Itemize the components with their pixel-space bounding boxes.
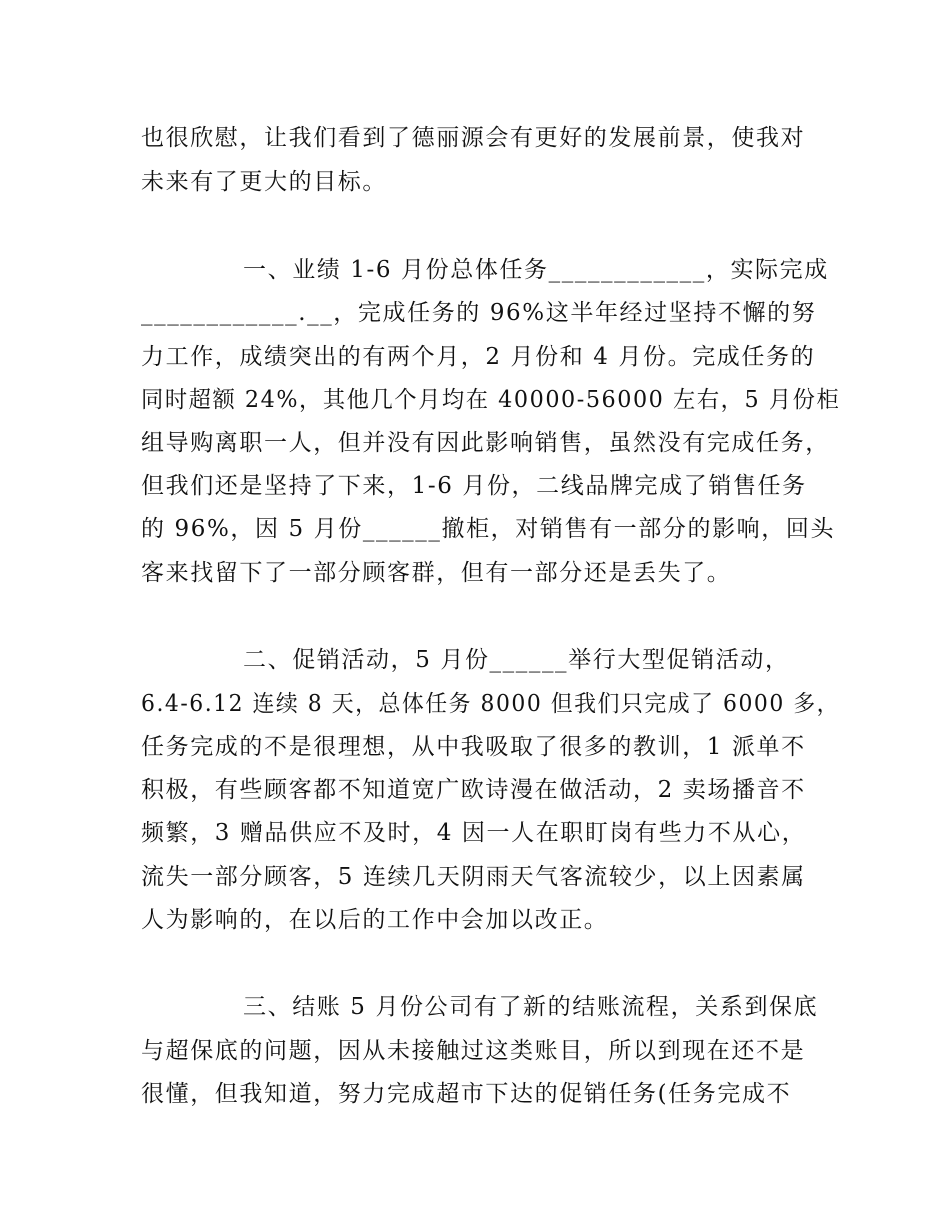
text-line: 三、结账 5 月份公司有了新的结账流程，关系到保底 bbox=[243, 994, 819, 1020]
text-line: 同时超额 24%，其他几个月均在 40000-56000 左右，5 月份柜 bbox=[141, 387, 841, 413]
text-line: 也很欣慰，让我们看到了德丽源会有更好的发展前景，使我对 bbox=[141, 125, 806, 151]
text-line: 很懂，但我知道，努力完成超市下达的促销任务(任务完成不 bbox=[141, 1081, 792, 1107]
text-line: 与超保底的问题，因从未接触过这类账目，所以到现在还不是 bbox=[141, 1038, 806, 1064]
text-line: 频繁，3 赠品供应不及时，4 因一人在职盯岗有些力不从心， bbox=[141, 820, 807, 846]
text-line: 未来有了更大的目标。 bbox=[141, 169, 387, 195]
text-line: 人为影响的，在以后的工作中会加以改正。 bbox=[141, 907, 609, 933]
text-line: 积极，有些顾客都不知道宽广欧诗漫在做活动，2 卖场播音不 bbox=[141, 777, 806, 803]
text-line: ____________.__，完成任务的 96%这半年经过坚持不懈的努 bbox=[141, 300, 817, 326]
text-line: 流失一部分顾客，5 连续几天阴雨天气客流较少，以上因素属 bbox=[141, 864, 806, 890]
text-line: 组导购离职一人，但并没有因此影响销售，虽然没有完成任务， bbox=[141, 430, 830, 456]
text-line: 任务完成的不是很理想，从中我吸取了很多的教训，1 派单不 bbox=[141, 734, 806, 760]
text-line: 二、促销活动，5 月份______举行大型促销活动， bbox=[243, 647, 790, 673]
text-line: 但我们还是坚持了下来，1-6 月份，二线品牌完成了销售任务 bbox=[141, 473, 807, 499]
text-line: 6.4-6.12 连续 8 天，总体任务 8000 但我们只完成了 6000 多， bbox=[141, 691, 841, 717]
text-line: 力工作，成绩突出的有两个月，2 月份和 4 月份。完成任务的 bbox=[141, 344, 816, 370]
text-line: 的 96%，因 5 月份______撤柜，对销售有一部分的影响，回头 bbox=[141, 516, 836, 542]
text-line: 客来找留下了一部分顾客群，但有一部分还是丢失了。 bbox=[141, 560, 732, 586]
text-line: 一、业绩 1-6 月份总体任务____________，实际完成 bbox=[243, 257, 829, 283]
